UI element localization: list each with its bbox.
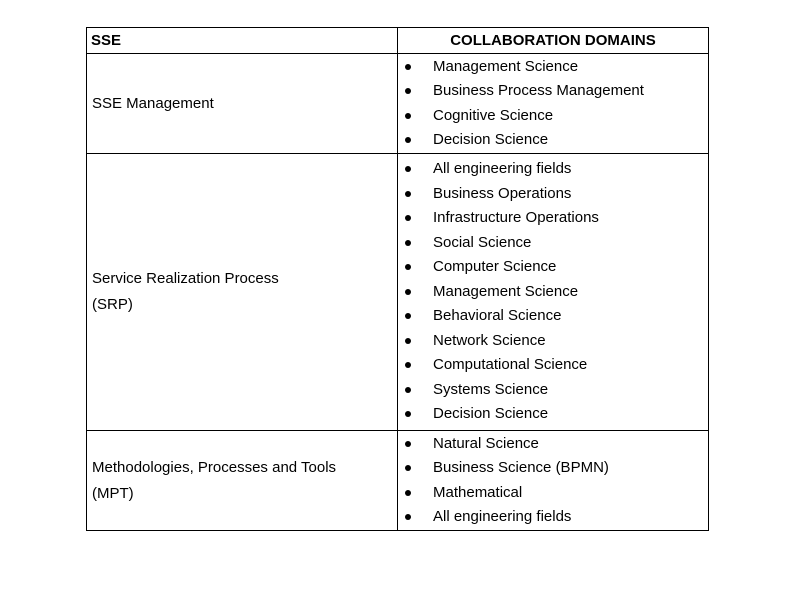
domains-cell <box>398 154 709 431</box>
domain-list <box>398 55 708 153</box>
domain-list <box>398 432 708 530</box>
bullet-icon <box>405 441 411 447</box>
sse-area-label: Service Realization Process <box>92 270 279 287</box>
domains-cell <box>398 431 709 531</box>
header-sse: SSE <box>87 28 398 54</box>
table-row <box>87 154 709 431</box>
bullet-icon <box>405 490 411 496</box>
list-item: Business Science (BPMN) <box>398 456 708 481</box>
sse-area-cell <box>87 154 398 431</box>
list-item: Computational Science <box>398 353 708 378</box>
bullet-icon <box>405 411 411 417</box>
sse-area-cell <box>87 54 398 154</box>
domains-cell <box>398 54 709 154</box>
list-item: Systems Science <box>398 378 708 403</box>
sse-area-abbrev: (SRP) <box>92 296 133 313</box>
list-item: Management Science <box>398 55 708 80</box>
bullet-icon <box>405 137 411 143</box>
list-item: Decision Science <box>398 402 708 427</box>
bullet-icon <box>405 166 411 172</box>
sse-area-abbrev: (MPT) <box>92 484 134 502</box>
bullet-icon <box>405 264 411 270</box>
bullet-icon <box>405 88 411 94</box>
list-item: Business Process Management <box>398 79 708 104</box>
bullet-icon <box>405 64 411 70</box>
list-item: Mathematical <box>398 481 708 506</box>
bullet-icon <box>405 387 411 393</box>
list-item: Social Science <box>398 231 708 256</box>
list-item: Cognitive Science <box>398 104 708 129</box>
list-item: Decision Science <box>398 128 708 153</box>
domain-list <box>398 157 708 427</box>
bullet-icon <box>405 240 411 246</box>
bullet-icon <box>405 514 411 520</box>
bullet-icon <box>405 289 411 295</box>
sse-area-label: Methodologies, Processes and Tools <box>92 458 337 476</box>
list-item: All engineering fields <box>398 157 708 182</box>
list-item: All engineering fields <box>398 505 708 530</box>
list-item: Business Operations <box>398 182 708 207</box>
list-item: Network Science <box>398 329 708 354</box>
table-row <box>87 54 709 154</box>
sse-area-label: SSE Management <box>92 94 214 112</box>
list-item: Infrastructure Operations <box>398 206 708 231</box>
bullet-icon <box>405 362 411 368</box>
list-item: Behavioral Science <box>398 304 708 329</box>
collaboration-domains-table <box>86 27 709 531</box>
table-row <box>87 431 709 531</box>
list-item: Management Science <box>398 280 708 305</box>
bullet-icon <box>405 215 411 221</box>
header-collaboration-domains: COLLABORATION DOMAINS <box>398 28 709 54</box>
bullet-icon <box>405 465 411 471</box>
bullet-icon <box>405 338 411 344</box>
table-header-row <box>87 28 709 54</box>
bullet-icon <box>405 113 411 119</box>
sse-area-cell <box>87 431 398 531</box>
bullet-icon <box>405 313 411 319</box>
list-item: Computer Science <box>398 255 708 280</box>
list-item: Natural Science <box>398 432 708 457</box>
bullet-icon <box>405 191 411 197</box>
